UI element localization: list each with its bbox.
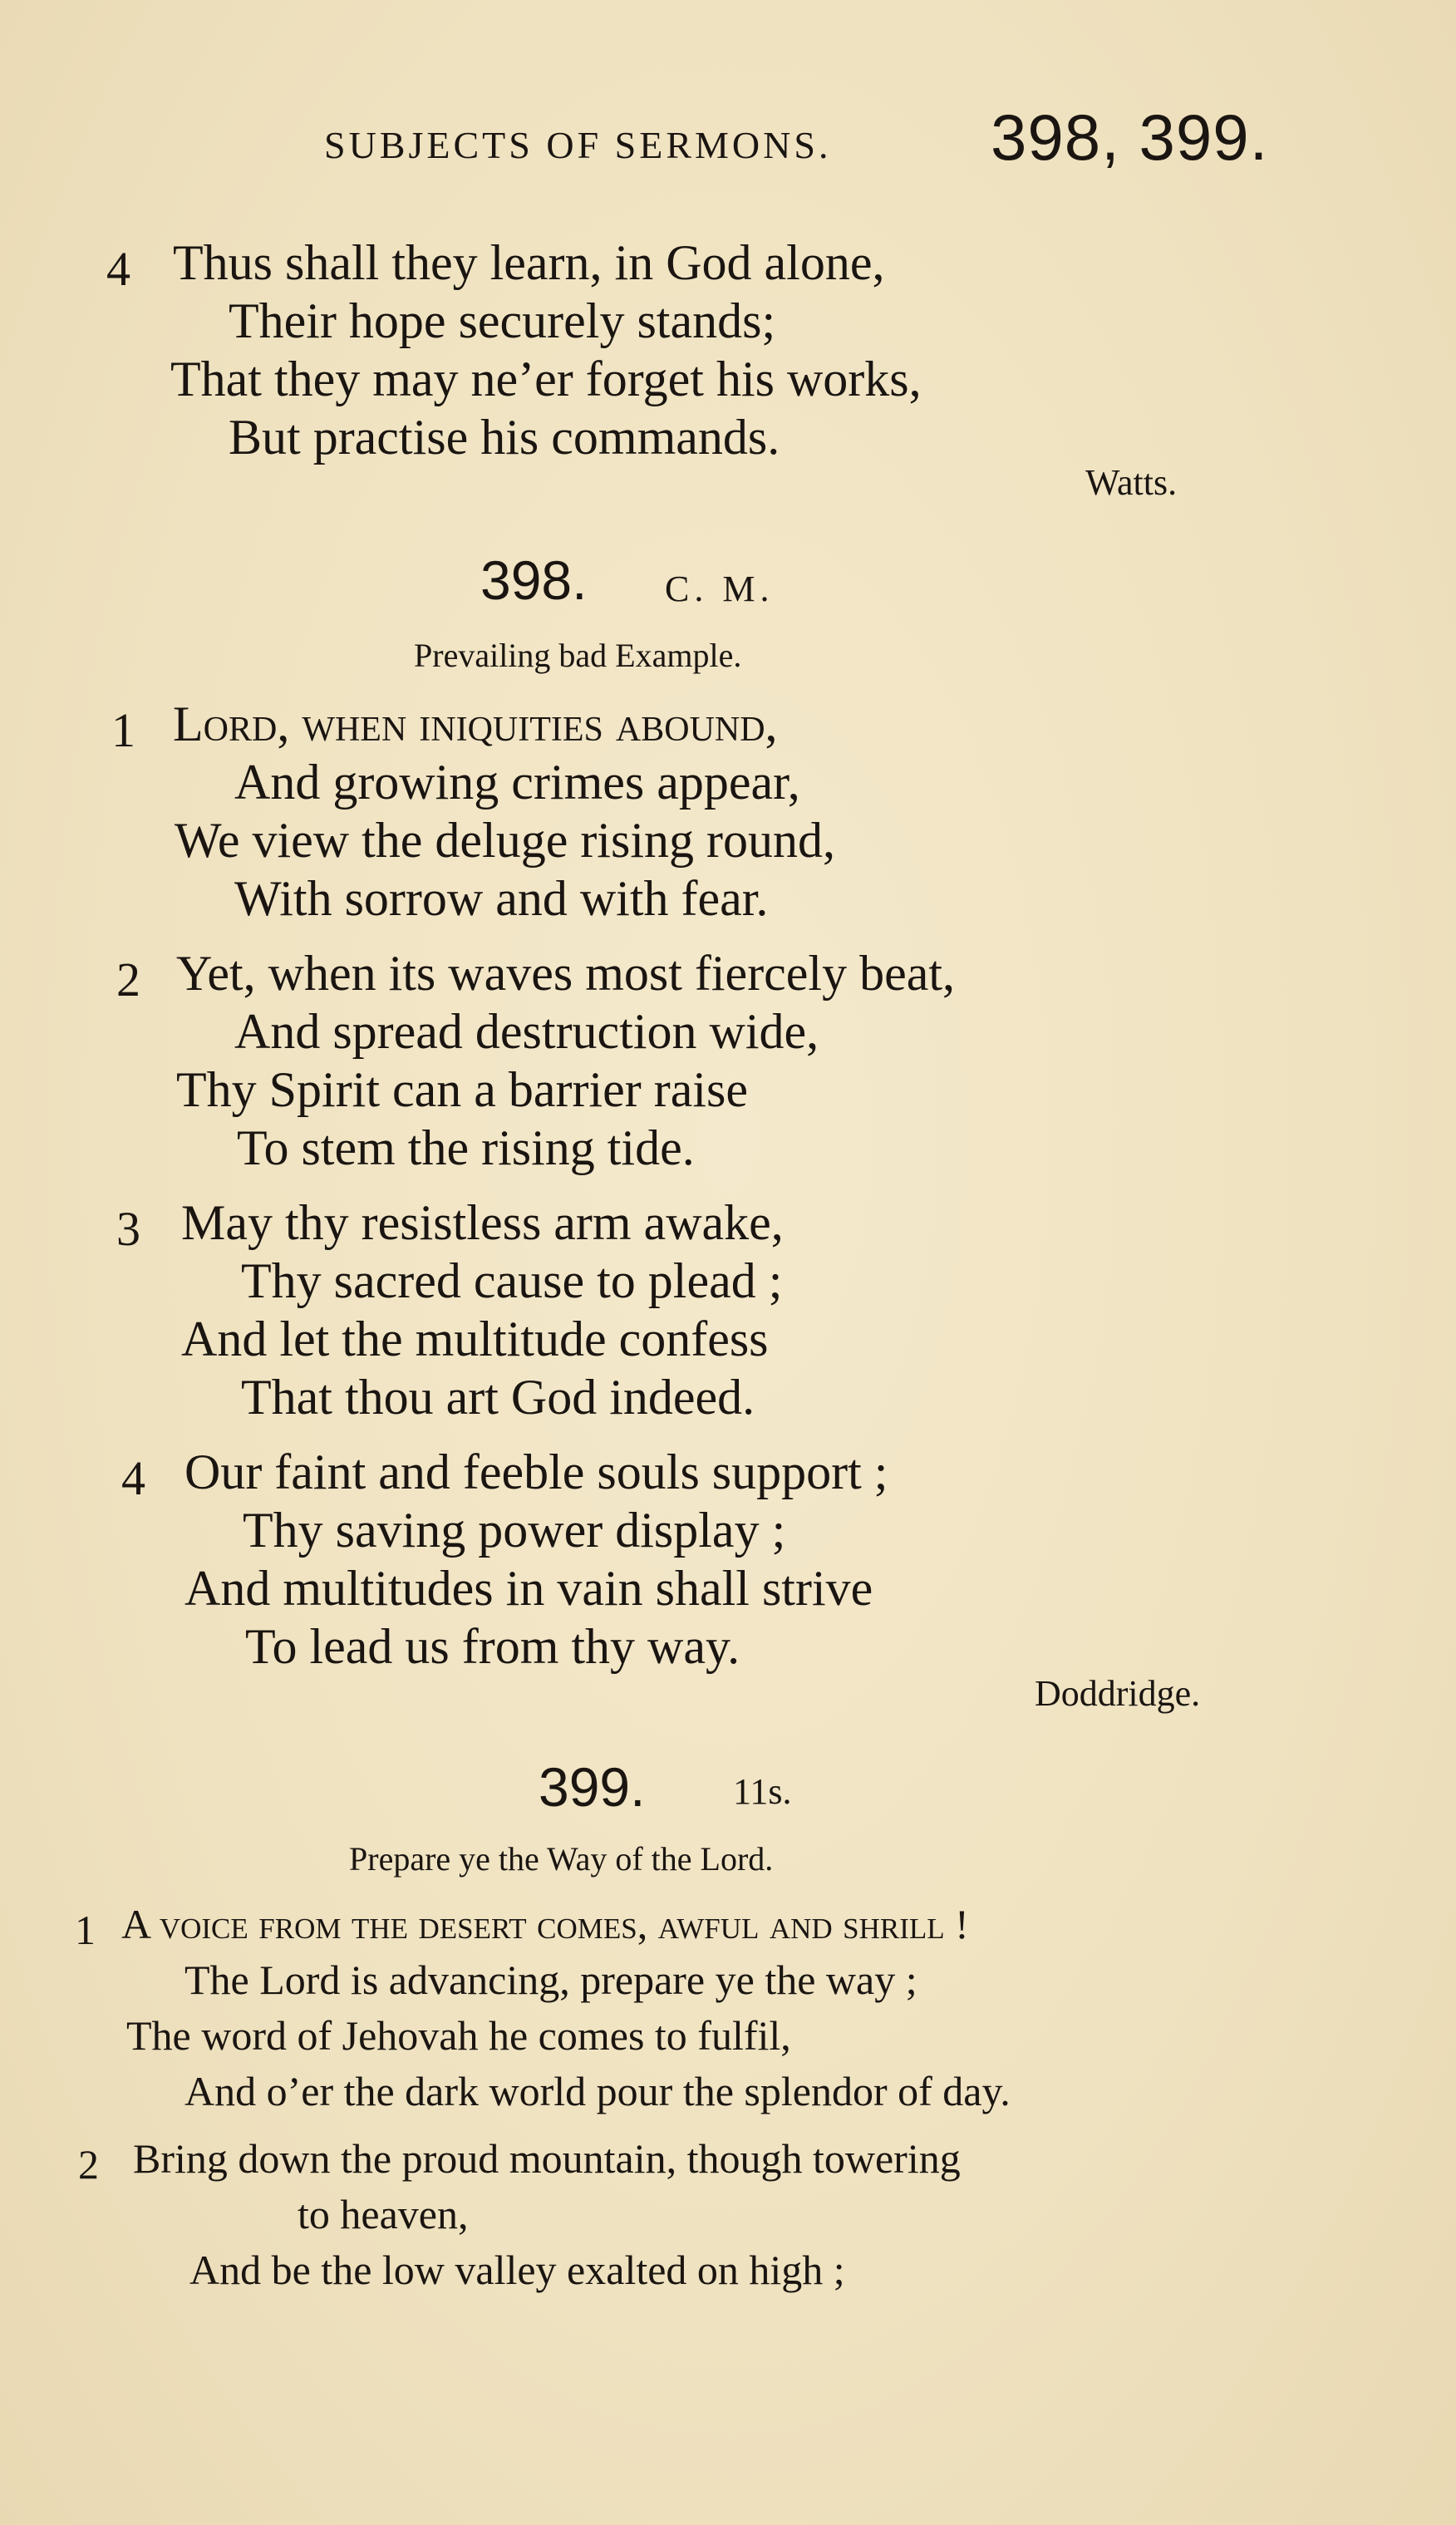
stanza-number: 2: [116, 952, 140, 1007]
verse-line: Thy saving power display ;: [243, 1503, 786, 1558]
verse-line: And multitudes in vain shall strive: [184, 1561, 873, 1616]
verse-line: To stem the rising tide.: [237, 1120, 695, 1175]
verse-line: That thou art God indeed.: [241, 1370, 755, 1425]
hymn-number: 399.: [539, 1756, 646, 1818]
verse-line: Thus shall they learn, in God alone,: [173, 235, 885, 290]
stanza-number: 3: [116, 1202, 140, 1256]
verse-line: And o’er the dark world pour the splendor of day.: [184, 2068, 1011, 2114]
verse-line: Thy sacred cause to plead ;: [241, 1253, 783, 1308]
verse-line: Their hope securely stands;: [229, 293, 776, 348]
running-head: SUBJECTS OF SERMONS.: [324, 124, 832, 166]
verse-line: Bring down the proud mountain, though towering: [133, 2135, 961, 2182]
stanza-number: 4: [106, 242, 130, 296]
verse-line: To lead us from thy way.: [245, 1619, 740, 1674]
author-attribution: Doddridge.: [1035, 1673, 1201, 1714]
verse-line: A voice from the desert comes, awful and shrill !: [121, 1901, 969, 1947]
verse-line: And growing crimes appear,: [234, 755, 800, 810]
verse-line: The Lord is advancing, prepare ye the way ;: [184, 1957, 917, 2003]
verse-line: Yet, when its waves most fiercely beat,: [176, 946, 956, 1001]
page-numbers: 398, 399.: [991, 101, 1269, 174]
verse-line: And let the multitude confess: [181, 1312, 769, 1366]
verse-line: We view the deluge rising round,: [175, 813, 835, 868]
verse-line: May thy resistless arm awake,: [181, 1195, 784, 1250]
verse-line: That they may ne’er forget his works,: [170, 352, 922, 406]
hymn-meter: C. M.: [665, 568, 775, 609]
verse-line: Thy Spirit can a barrier raise: [176, 1062, 749, 1117]
hymn-title: Prevailing bad Example.: [414, 637, 742, 674]
stanza-number: 4: [121, 1451, 145, 1505]
hymn-title: Prepare ye the Way of the Lord.: [349, 1840, 774, 1878]
stanza-number: 1: [75, 1907, 96, 1953]
verse-line: to heaven,: [298, 2191, 469, 2237]
verse-line: Our faint and feeble souls support ;: [184, 1445, 888, 1499]
verse-line: Lord, when iniquities abound,: [173, 696, 778, 751]
author-attribution: Watts.: [1085, 462, 1178, 503]
stanza-number: 2: [78, 2141, 99, 2188]
verse-line: But practise his commands.: [229, 410, 780, 465]
hymn-number: 398.: [480, 549, 588, 611]
verse-line: The word of Jehovah he comes to fulfil,: [126, 2012, 791, 2059]
verse-line: With sorrow and with fear.: [234, 871, 769, 926]
verse-line: And spread destruction wide,: [234, 1004, 819, 1059]
verse-line: And be the low valley exalted on high ;: [189, 2247, 845, 2293]
stanza-number: 1: [111, 703, 135, 757]
hymn-meter: 11s.: [733, 1771, 792, 1812]
